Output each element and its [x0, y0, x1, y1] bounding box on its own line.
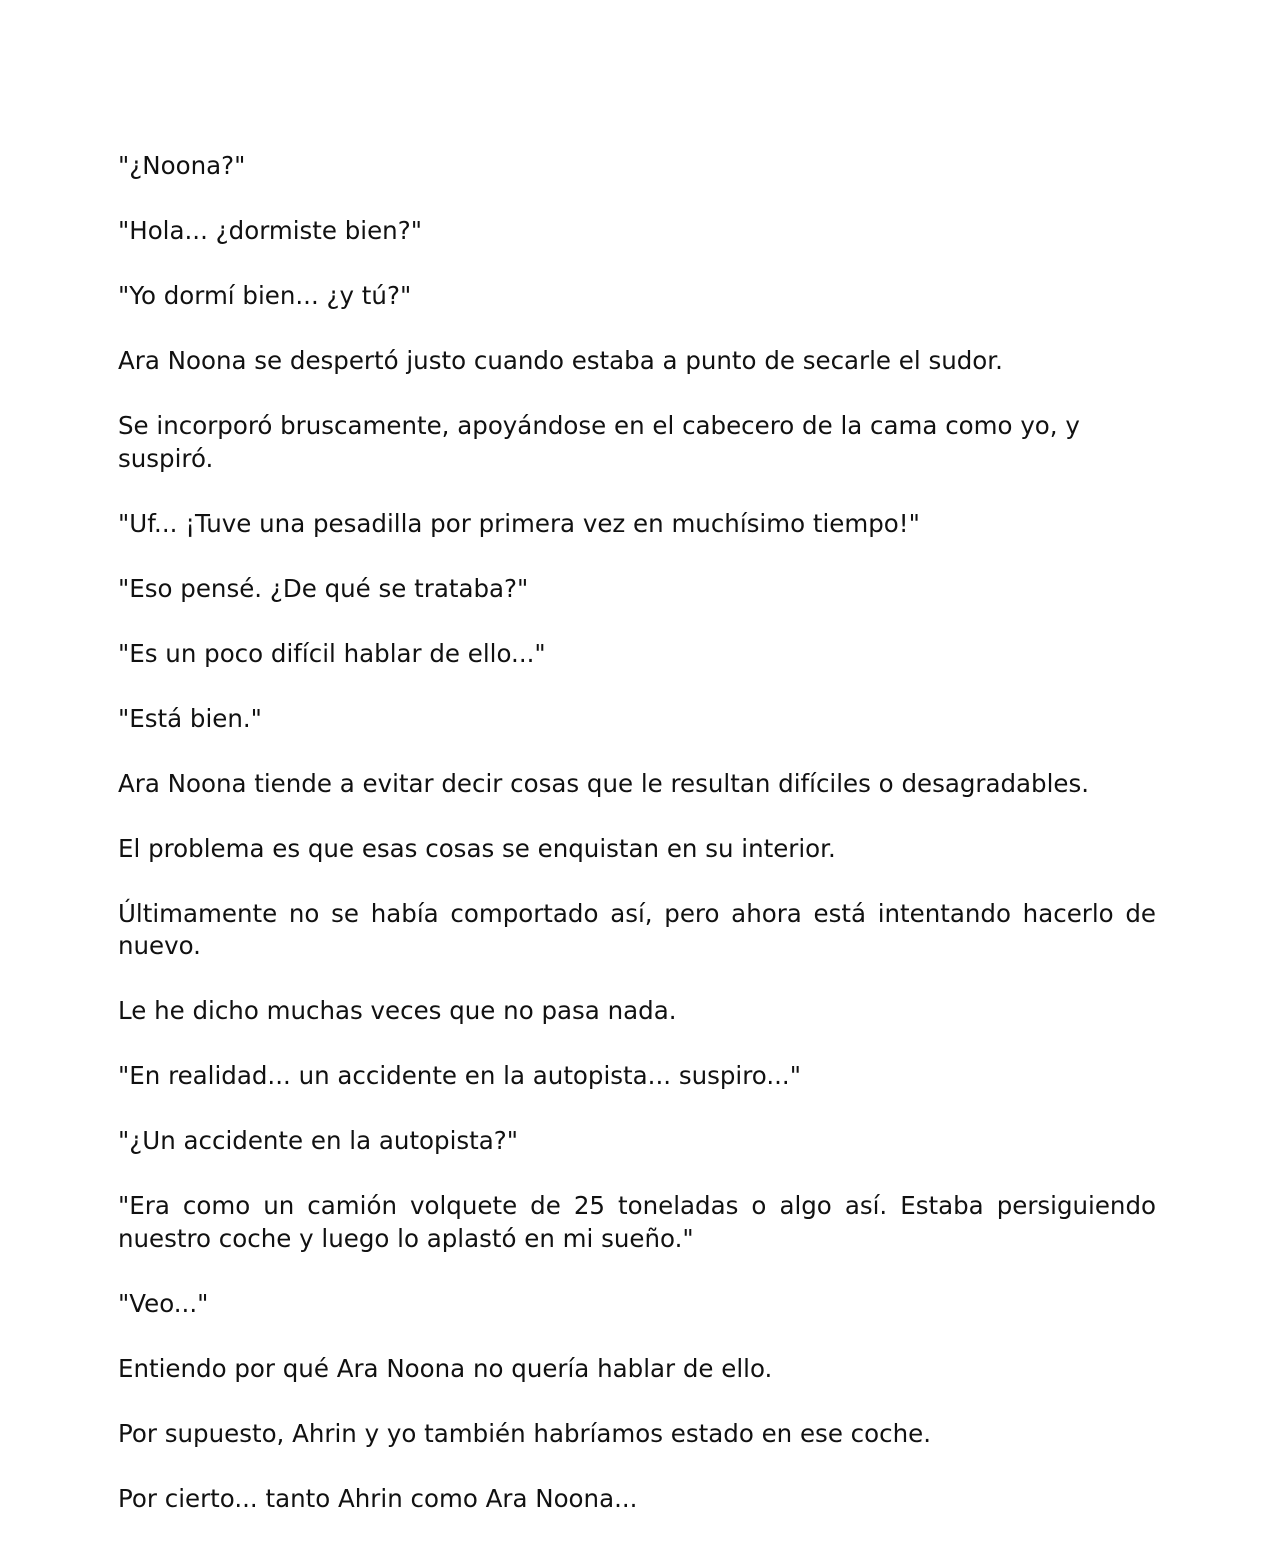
paragraph: "Yo dormí bien... ¿y tú?"	[118, 281, 412, 310]
paragraph: El problema es que esas cosas se enquistan en su interior.	[118, 833, 836, 863]
paragraph: "Hola... ¿dormiste bien?"	[118, 216, 422, 245]
paragraph: Por supuesto, Ahrin y yo también habríamos estado en ese coche.	[118, 1418, 931, 1448]
paragraph: "Eso pensé. ¿De qué se trataba?"	[118, 573, 529, 603]
paragraph: "¿Noona?"	[118, 151, 246, 180]
paragraph: Le he dicho muchas veces que no pasa nada.	[118, 996, 677, 1025]
paragraph: Por cierto... tanto Ahrin como Ara Noona...	[118, 1483, 638, 1513]
paragraph: "Era como un camión volquete de 25 toneladas o algo así. Estaba persiguiendo nuestro coche y luego lo aplastó en mi sueño."	[118, 1191, 1156, 1253]
paragraph: "Es un poco difícil hablar de ello..."	[118, 638, 546, 668]
paragraph: "¿Un accidente en la autopista?"	[118, 1126, 519, 1155]
paragraph: Últimamente no se había comportado así, pero ahora está intentando hacerlo de nuevo.	[118, 898, 1156, 960]
paragraph: "Está bien."	[118, 703, 262, 733]
paragraph: Entiendo por qué Ara Noona no quería hablar de ello.	[118, 1353, 773, 1383]
paragraph: "Uf... ¡Tuve una pesadilla por primera vez en muchísimo tiempo!"	[118, 508, 920, 538]
paragraph: Se incorporó bruscamente, apoyándose en el cabecero de la cama como yo, y suspiró.	[118, 411, 1080, 473]
paragraph: "En realidad... un accidente en la autopista... suspiro..."	[118, 1061, 801, 1090]
paragraph: "Veo..."	[118, 1288, 209, 1318]
document-page	[118, 150, 1156, 1548]
paragraph: Ara Noona se despertó justo cuando estaba a punto de secarle el sudor.	[118, 346, 1003, 375]
paragraph: Ara Noona tiende a evitar decir cosas que le resultan difíciles o desagradables.	[118, 768, 1090, 798]
